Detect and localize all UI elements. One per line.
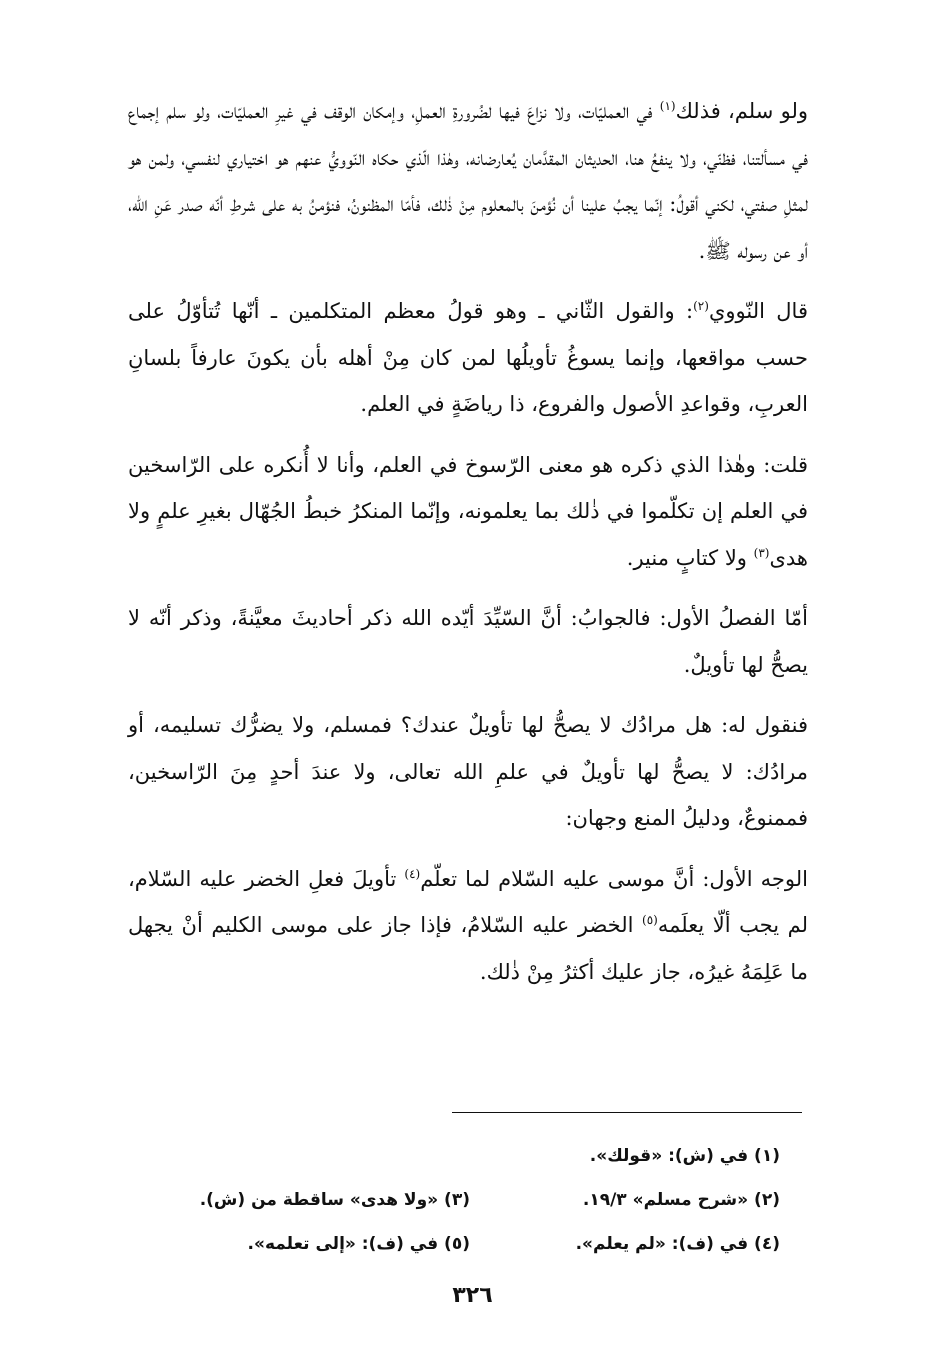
footnote-ref-3: (٣) xyxy=(753,545,770,560)
paragraph-2-text-a: قال النّووي xyxy=(708,299,808,323)
footnote-ref-2: (٢) xyxy=(693,299,709,313)
paragraph-6-text-c: الخضر عليه السّلامُ، فإذا جاز على موسى الكليم أنْ يجهل ما عَلِمَهُ غيرُه، جاز عليك أكثرُ مِنْ ذٰلك. xyxy=(128,913,808,984)
footnote-4: (٤) في (ف): «لم يعلم». xyxy=(575,1234,780,1254)
paragraph-6 xyxy=(128,856,808,996)
paragraph-3 xyxy=(128,442,808,582)
footnote-ref-5: (٥) xyxy=(642,913,658,927)
footnote-row-1 xyxy=(160,1134,780,1178)
paragraph-5-text: فنقول له: هل مرادُك لا يصحُّ لها تأويلٌ عندك؟ فمسلم، ولا يضرُّك تسليمه، أو مرادُك: لا يصحُّ لها تأويلٌ في علمِ الله تعالى، ولا عندَ أحدٍ مِنَ الرّاسخين، فممنوعٌ، ودليلُ المنع وجهان: xyxy=(128,713,808,830)
page-number: ٣٢٦ xyxy=(452,1283,493,1308)
footnote-5: (٥) في (ف): «إلى تعلمه». xyxy=(247,1234,470,1254)
footnote-row-2 xyxy=(160,1178,780,1222)
footnote-row-3 xyxy=(160,1222,780,1266)
paragraph-3-text-b: ولا كتابٍ منير. xyxy=(626,545,754,570)
paragraph-2 xyxy=(128,288,808,428)
paragraph-1-text-b: في العمليّات، ولا نزاعَ فيها لضُرورةِ العملِ، وإمكان الوقف في غيرِ العمليّات، ولو سلم إجماع في مسألتنا، فظنّي، ولا ينفعُ هنا، الحديثان المقدَّمان يُعارضانه، وهٰذا الّذي حكاه النّوويُّ عنهم هو اختياري لنفسي، ولمن هو لمثلِ صفتي، لكني أقولُ: إنّما يجبُ علينا أن نُؤمنَ بالمعلوم مِنْ ذٰلك، فأمّا المظنونُ، فنؤمنُ به على شرطِ أنّه صدر عَنِ الله، أو عن رسوله ﷺ. xyxy=(128,99,808,263)
main-text xyxy=(128,88,808,995)
paragraph-6-text-b: تأويلَ فعلِ الخضر عليه السّلام، لم يجب ألّا يعلَمه xyxy=(128,866,808,937)
footnotes xyxy=(160,1134,780,1266)
footnote-1: (١) في (ش): «قولك». xyxy=(589,1146,780,1166)
paragraph-5 xyxy=(128,702,808,842)
paragraph-4-text: أمّا الفصلُ الأول: فالجوابُ: أنَّ السّيِّدَ أيّده الله ذكر أحاديثَ معيَّنةً، وذكر أنّه لا يصحُّ لها تأويلٌ. xyxy=(128,606,808,677)
paragraph-6-text-a: الوجه الأول: أنَّ موسى عليه السّلام لما تعلّم xyxy=(420,866,808,891)
paragraph-4 xyxy=(128,595,808,688)
paragraph-2-text-b: : والقول الثّاني ـ وهو قولُ معظم المتكلمين ـ أنّها تُتأوّلُ على حسب مواقعها، وإنما يسوغُ تأويلُها لمن كان مِنْ أهله بأن يكونَ عارفاً بلسانِ العربِ، وقواعدِ الأصول والفروع، ذا رياضَةٍ في العلم. xyxy=(128,299,808,416)
footnote-ref-1: (١) xyxy=(659,99,676,113)
footnote-3: (٣) «ولا هدى» ساقطة من (ش). xyxy=(199,1190,470,1210)
paragraph-1-text-a: ولو سلم، فذلك xyxy=(675,99,808,123)
paragraph-1 xyxy=(128,88,808,274)
footnote-ref-4: (٤) xyxy=(404,866,421,881)
footnote-2: (٢) «شرح مسلم» ١٩/٣. xyxy=(582,1190,780,1210)
footnote-separator xyxy=(452,1112,802,1113)
paragraph-3-text-a: قلت: وهٰذا الذي ذكره هو معنى الرّسوخ في العلم، وأنا لا أُنكره على الرّاسخين في العلم إن تكلّموا في ذٰلك بما يعلمونه، وإنّما المنكرُ خبطُ الجُهّال بغيرِ علمٍ ولا هدى xyxy=(128,452,808,570)
